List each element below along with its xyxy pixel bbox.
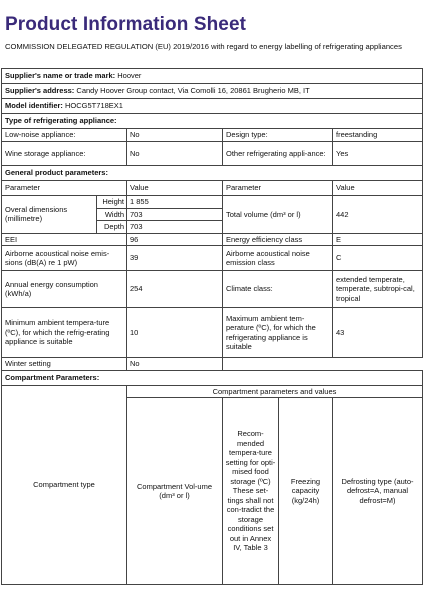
width-label: Width — [97, 208, 127, 221]
type-heading: Type of refrigerating appliance: — [2, 114, 423, 129]
type-label: Other refrigerating appli-ance: — [223, 142, 333, 166]
column-header: Value — [127, 181, 223, 196]
column-header: Value — [333, 181, 423, 196]
general-heading-row — [2, 166, 423, 181]
winter-value: No — [127, 358, 223, 371]
supplier-row — [2, 69, 423, 84]
climate-value: extended temperate, temperate, subtropi-cal, tropical — [333, 271, 423, 308]
dimensions-label: Overal dimensions (millimetre) — [2, 196, 97, 234]
noise-class-value: C — [333, 246, 423, 271]
defrosting-type-header: Defrosting type (auto-defrost=A, manual defrost=M) — [333, 398, 423, 585]
supplier-value: Hoover — [117, 71, 142, 81]
width-value: 703 — [127, 208, 223, 221]
climate-label: Climate class: — [223, 271, 333, 308]
column-header: Parameter — [223, 181, 333, 196]
efficiency-label: Energy efficiency class — [223, 233, 333, 246]
compartment-group-header: Compartment parameters and values — [127, 385, 423, 398]
winter-row — [2, 358, 423, 371]
compartment-heading-row — [2, 370, 423, 385]
energy-label: Annual energy consumption (kWh/a) — [2, 271, 127, 308]
type-heading-row — [2, 114, 423, 129]
temperature-row — [2, 308, 423, 358]
min-temp-label: Minimum ambient tempera-ture (ºC), for which the refrig-erating appliance is suitable — [2, 308, 127, 358]
column-header-row — [2, 181, 423, 196]
noise-class-label: Airborne acoustical noise emission class — [223, 246, 333, 271]
noise-label: Airborne acoustical noise emis-sions (dB(A) re 1 pW) — [2, 246, 127, 271]
page-title: Product Information Sheet — [5, 14, 247, 35]
winter-label: Winter setting — [2, 358, 127, 371]
max-temp-label: Maximum ambient tem-perature (ºC), for which the refrigerating appliance is suitable — [223, 308, 333, 358]
type-label: Design type: — [223, 129, 333, 142]
supplier-label: Supplier's name or trade mark: — [5, 71, 116, 81]
address-row — [2, 84, 423, 99]
model-row — [2, 99, 423, 114]
freezing-capacity-header: Freezing capacity (kg/24h) — [290, 476, 321, 505]
address-value: Candy Hoover Group contact, Via Comolli 16, 20861 Brugherio MB, IT — [76, 86, 310, 96]
compartment-type-header: Compartment type — [2, 385, 127, 585]
product-table — [1, 68, 423, 585]
type-value: freestanding — [333, 129, 423, 142]
model-value: HOCG5T718EX1 — [65, 101, 123, 111]
recommended-temperature-header: Recom-mended tempera-ture setting for opti-mised food storage (ºC) These set-tings shall not con-tradict the storage conditions set out in Annex IV, Table 3 — [223, 398, 279, 584]
type-row — [2, 129, 423, 142]
compartment-heading: Compartment Parameters: — [2, 370, 423, 385]
total-volume-label: Total volume (dm³ or l) — [223, 196, 333, 234]
general-heading: General product parameters: — [2, 166, 423, 181]
energy-value: 254 — [127, 271, 223, 308]
energy-row — [2, 271, 423, 308]
height-value: 1 855 — [127, 196, 223, 209]
height-label: Height — [97, 196, 127, 209]
type-label: Low-noise appliance: — [2, 129, 127, 142]
eei-label: EEI — [2, 233, 127, 246]
type-value: Yes — [333, 142, 423, 166]
depth-value: 703 — [127, 221, 223, 234]
efficiency-value: E — [333, 233, 423, 246]
compartment-group-row — [2, 385, 423, 398]
address-label: Supplier's address: — [5, 86, 75, 96]
column-header: Parameter — [2, 181, 127, 196]
total-volume-value: 442 — [333, 196, 423, 234]
dimension-row — [2, 196, 423, 209]
compartment-volume-header: Compartment Vol-ume (dm³ or l) — [127, 398, 223, 585]
type-label: Wine storage appliance: — [2, 142, 127, 166]
type-row — [2, 142, 423, 166]
regulation-text: COMMISSION DELEGATED REGULATION (EU) 2019/2016 with regard to energy labelling of refrigerating appliances — [5, 42, 402, 51]
noise-row — [2, 246, 423, 271]
model-label: Model identifier: — [5, 101, 63, 111]
noise-value: 39 — [127, 246, 223, 271]
eei-value: 96 — [127, 233, 223, 246]
min-temp-value: 10 — [127, 308, 223, 358]
depth-label: Depth — [97, 221, 127, 234]
max-temp-value: 43 — [333, 308, 423, 358]
eei-row — [2, 233, 423, 246]
type-value: No — [127, 142, 223, 166]
type-value: No — [127, 129, 223, 142]
